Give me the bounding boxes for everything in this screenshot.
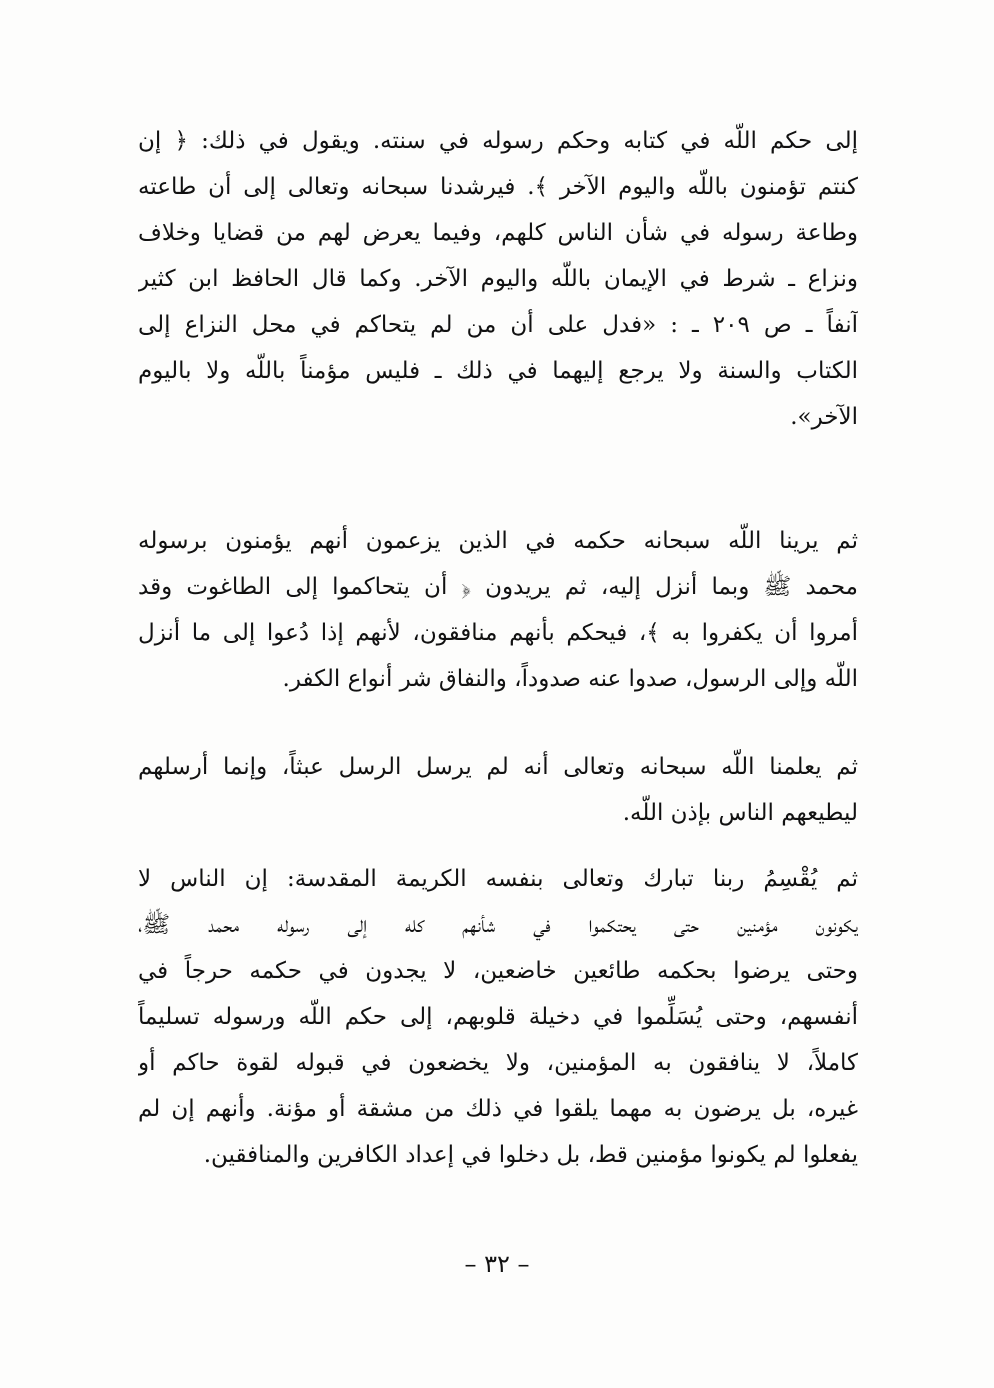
text-line: وحتى يرضوا بحكمه طائعين خاضعين، لا يجدون في حكمه حرجاً في xyxy=(138,958,858,984)
paragraph-3 xyxy=(138,744,858,836)
text-line: أنفسهم، وحتى يُسَلِّموا في دخيلة قلوبهم، إلى حكم اللّه ورسوله تسليماً xyxy=(138,1004,858,1030)
text-line: محمد ﷺ وبما أنزل إليه، ثم يريدون ﴿ أن يتحاكموا إلى الطاغوت وقد xyxy=(138,574,858,600)
text-line: غيره، بل يرضون به مهما يلقوا في ذلك من مشقة أو مؤنة. وأنهم إن لم xyxy=(138,1096,858,1122)
page-number: – ٣٢ – xyxy=(464,1250,530,1278)
text-line: اللّه وإلى الرسول، صدوا عنه صدوداً، والنفاق شر أنواع الكفر. xyxy=(282,666,858,692)
text-line: إلى حكم اللّه في كتابه وحكم رسوله في سنته. ويقول في ذلك: ﴿ إن xyxy=(138,128,858,154)
text-line: آنفاً ـ ص ٢٠٩ ـ : «فدل على أن من لم يتحاكم في محل النزاع إلى xyxy=(138,312,858,338)
text-line: كاملاً، لا ينافقون به المؤمنين، ولا يخضعون في قبوله لقوة حاكم أو xyxy=(138,1050,858,1076)
text-line: الآخر». xyxy=(790,404,858,430)
paragraph-2 xyxy=(138,518,858,702)
text-line: ليطيعهم الناس بإذن اللّه. xyxy=(622,800,858,826)
text-line: الكتاب والسنة ولا يرجع إليهما في ذلك ـ فليس مؤمناً باللّه ولا باليوم xyxy=(138,358,858,384)
text-line: أمروا أن يكفروا به ﴾، فيحكم بأنهم منافقون، لأنهم إذا دُعوا إلى ما أنزل xyxy=(138,620,858,646)
text-line: كنتم تؤمنون باللّه واليوم الآخر ﴾. فيرشدنا سبحانه وتعالى إلى أن طاعته xyxy=(138,174,858,200)
text-line: وطاعة رسوله في شأن الناس كلهم، وفيما يعرض لهم من قضايا وخلاف xyxy=(138,220,858,246)
text-line: يفعلوا لم يكونوا مؤمنين قط، بل دخلوا في إعداد الكافرين والمنافقين. xyxy=(203,1142,858,1168)
text-line: يكونون مؤمنين حتى يحتكموا في شأنهم كله إلى رسوله محمد ﷺ، xyxy=(138,912,858,938)
text-line: ثم يرينا اللّه سبحانه حكمه في الذين يزعمون أنهم يؤمنون برسوله xyxy=(138,528,858,554)
text-line: ثم يُقْسِمُ ربنا تبارك وتعالى بنفسه الكريمة المقدسة: إن الناس لا xyxy=(138,866,858,892)
paragraph-4 xyxy=(138,856,858,1178)
paragraph-1 xyxy=(138,118,858,440)
text-line: ثم يعلمنا اللّه سبحانه وتعالى أنه لم يرسل الرسل عبثاً، وإنما أرسلهم xyxy=(138,754,858,780)
text-line: ونزاع ـ شرط في الإيمان باللّه واليوم الآخر. وكما قال الحافظ ابن كثير xyxy=(138,266,858,292)
